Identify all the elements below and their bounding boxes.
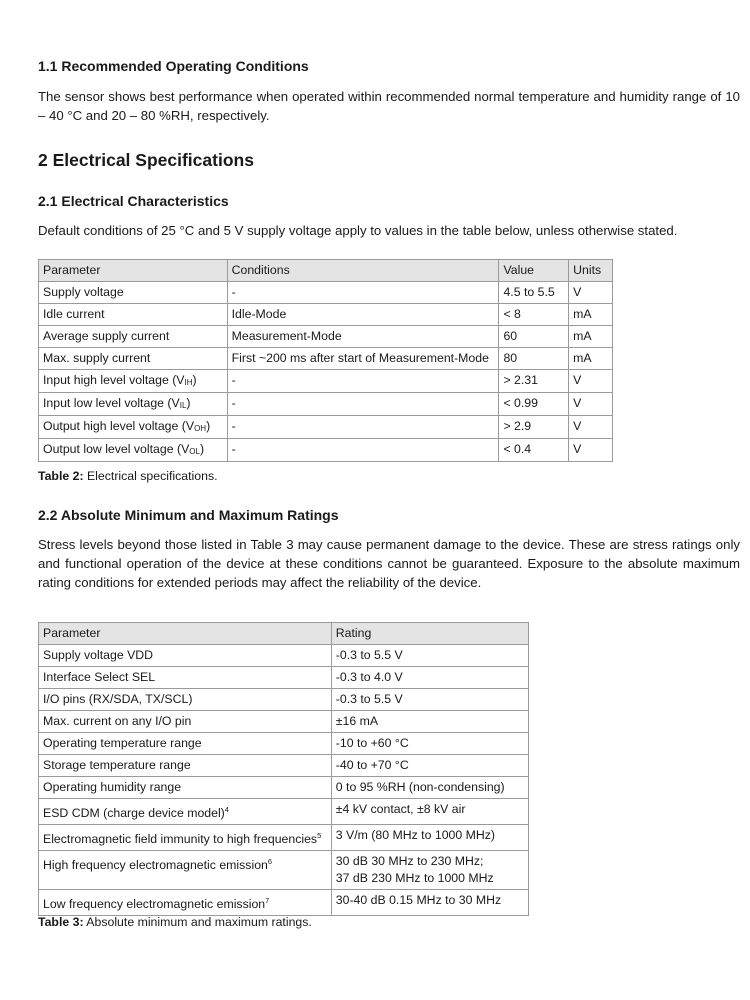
section-2-2-paragraph: Stress levels beyond those listed in Table 3 may cause permanent damage to the device. These are stress ratings only and functional operation of the device at these conditions cannot be guaranteed. Exposure to the absolute maximum rating conditions for extended periods may affect the reliability of the device. [38,537,740,590]
table-row [39,416,613,439]
column-header: Value [499,260,569,282]
table-row [39,799,529,825]
table-cell: Output low level voltage (VOL) [39,439,228,462]
table-row [39,304,613,326]
table-cell: ±16 mA [331,711,528,733]
table-cell: V [569,282,613,304]
table-row [39,667,529,689]
table-cell: 30-40 dB 0.15 MHz to 30 MHz [331,890,528,916]
table-cell: - [227,439,499,462]
table-cell [39,890,332,916]
caption-text: Electrical specifications. [83,469,218,483]
caption-label: Table 3: [38,915,84,929]
table-row [39,370,613,393]
subscript: OL [189,447,200,456]
section-2-heading: 2 Electrical Specifications [38,150,254,170]
table-cell: -0.3 to 5.5 V [331,689,528,711]
table-cell: - [227,416,499,439]
parameter-text: Electromagnetic field immunity to high frequencies [43,832,318,847]
column-header: Parameter [39,623,332,645]
table-cell [331,851,528,890]
table-row [39,282,613,304]
footnote-marker: 7 [265,896,270,906]
column-header: Parameter [39,260,228,282]
table-cell: Supply voltage [39,282,228,304]
table-cell: First ~200 ms after start of Measurement-Mode [227,348,499,370]
section-2-2-heading: 2.2 Absolute Minimum and Maximum Ratings [38,507,339,523]
table-cell: mA [569,304,613,326]
table-cell: mA [569,348,613,370]
table-cell: V [569,416,613,439]
table-cell: V [569,370,613,393]
table-cell: < 8 [499,304,569,326]
table-cell: V [569,439,613,462]
table-row [39,439,613,462]
table-row [39,326,613,348]
table-row [39,825,529,851]
table-header-row [39,260,613,282]
table-cell: Input high level voltage (VIH) [39,370,228,393]
absolute-ratings-table [38,622,529,916]
table-cell: Input low level voltage (VIL) [39,393,228,416]
table-cell: - [227,393,499,416]
table-row [39,851,529,890]
table-cell: Measurement-Mode [227,326,499,348]
footnote-marker: 5 [317,831,322,841]
table-3-caption [38,915,312,929]
table-cell: Max. current on any I/O pin [39,711,332,733]
parameter-text: High frequency electromagnetic emission [43,858,268,873]
table-cell: mA [569,326,613,348]
table-cell: - [227,282,499,304]
subscript: OH [194,424,207,433]
table-row [39,645,529,667]
table-2-caption [38,469,218,483]
table-cell: 4.5 to 5.5 [499,282,569,304]
caption-text: Absolute minimum and maximum ratings. [83,915,312,929]
electrical-characteristics-table [38,259,613,462]
parameter-text: Output high level voltage (V [43,419,195,433]
table-cell: ±4 kV contact, ±8 kV air [331,799,528,825]
table-cell: Idle-Mode [227,304,499,326]
table-cell: -40 to +70 °C [331,755,528,777]
table-cell: Max. supply current [39,348,228,370]
table-cell: Operating humidity range [39,777,332,799]
table-row [39,777,529,799]
table-cell: Operating temperature range [39,733,332,755]
table-cell: Supply voltage VDD [39,645,332,667]
table-row [39,393,613,416]
table-cell: 0 to 95 %RH (non-condensing) [331,777,528,799]
table-cell: -10 to +60 °C [331,733,528,755]
table-header-row [39,623,529,645]
table-cell: > 2.9 [499,416,569,439]
table-cell: > 2.31 [499,370,569,393]
table-cell [39,851,332,890]
table-row [39,733,529,755]
table-row [39,689,529,711]
subscript: IH [184,378,193,387]
section-2-1-paragraph: Default conditions of 25 °C and 5 V supply voltage apply to values in the table below, unless otherwise stated. [38,223,678,238]
table-cell: Output high level voltage (VOH) [39,416,228,439]
table-cell: Storage temperature range [39,755,332,777]
parameter-text: Input low level voltage (V [43,396,180,410]
section-1-1-heading: 1.1 Recommended Operating Conditions [38,58,309,74]
table-cell [39,825,332,851]
table-cell: Idle current [39,304,228,326]
table-cell: 3 V/m (80 MHz to 1000 MHz) [331,825,528,851]
column-header: Rating [331,623,528,645]
section-2-1-heading: 2.1 Electrical Characteristics [38,193,229,209]
table-cell: I/O pins (RX/SDA, TX/SCL) [39,689,332,711]
parameter-text: Low frequency electromagnetic emission [43,897,266,912]
table-row [39,711,529,733]
table-cell: Average supply current [39,326,228,348]
parameter-text: Input high level voltage (V [43,373,185,387]
column-header: Units [569,260,613,282]
footnote-marker: 6 [267,857,273,867]
subscript: IL [179,401,187,410]
parameter-text: ESD CDM (charge device model) [43,806,225,821]
table-cell: 80 [499,348,569,370]
column-header: Conditions [227,260,499,282]
table-cell: -0.3 to 4.0 V [331,667,528,689]
table-cell: < 0.4 [499,439,569,462]
footnote-marker: 4 [224,805,229,814]
table-cell [39,799,332,825]
rating-line-1: 30 dB 30 MHz to 230 MHz; [335,854,484,869]
table-cell: Interface Select SEL [39,667,332,689]
table-cell: 60 [499,326,569,348]
parameter-text: Output low level voltage (V [43,442,190,456]
caption-label: Table 2: [38,469,84,483]
table-row [39,755,529,777]
rating-line-2: 37 dB 230 MHz to 1000 MHz [335,871,494,886]
table-row [39,890,529,916]
table-cell: - [227,370,499,393]
table-row [39,348,613,370]
table-cell: V [569,393,613,416]
table-cell: -0.3 to 5.5 V [331,645,528,667]
section-1-1-paragraph: The sensor shows best performance when operated within recommended normal temperature and humidity range of 10 – 40 °C and 20 – 80 %RH, respectively. [38,89,740,123]
table-cell: < 0.99 [499,393,569,416]
